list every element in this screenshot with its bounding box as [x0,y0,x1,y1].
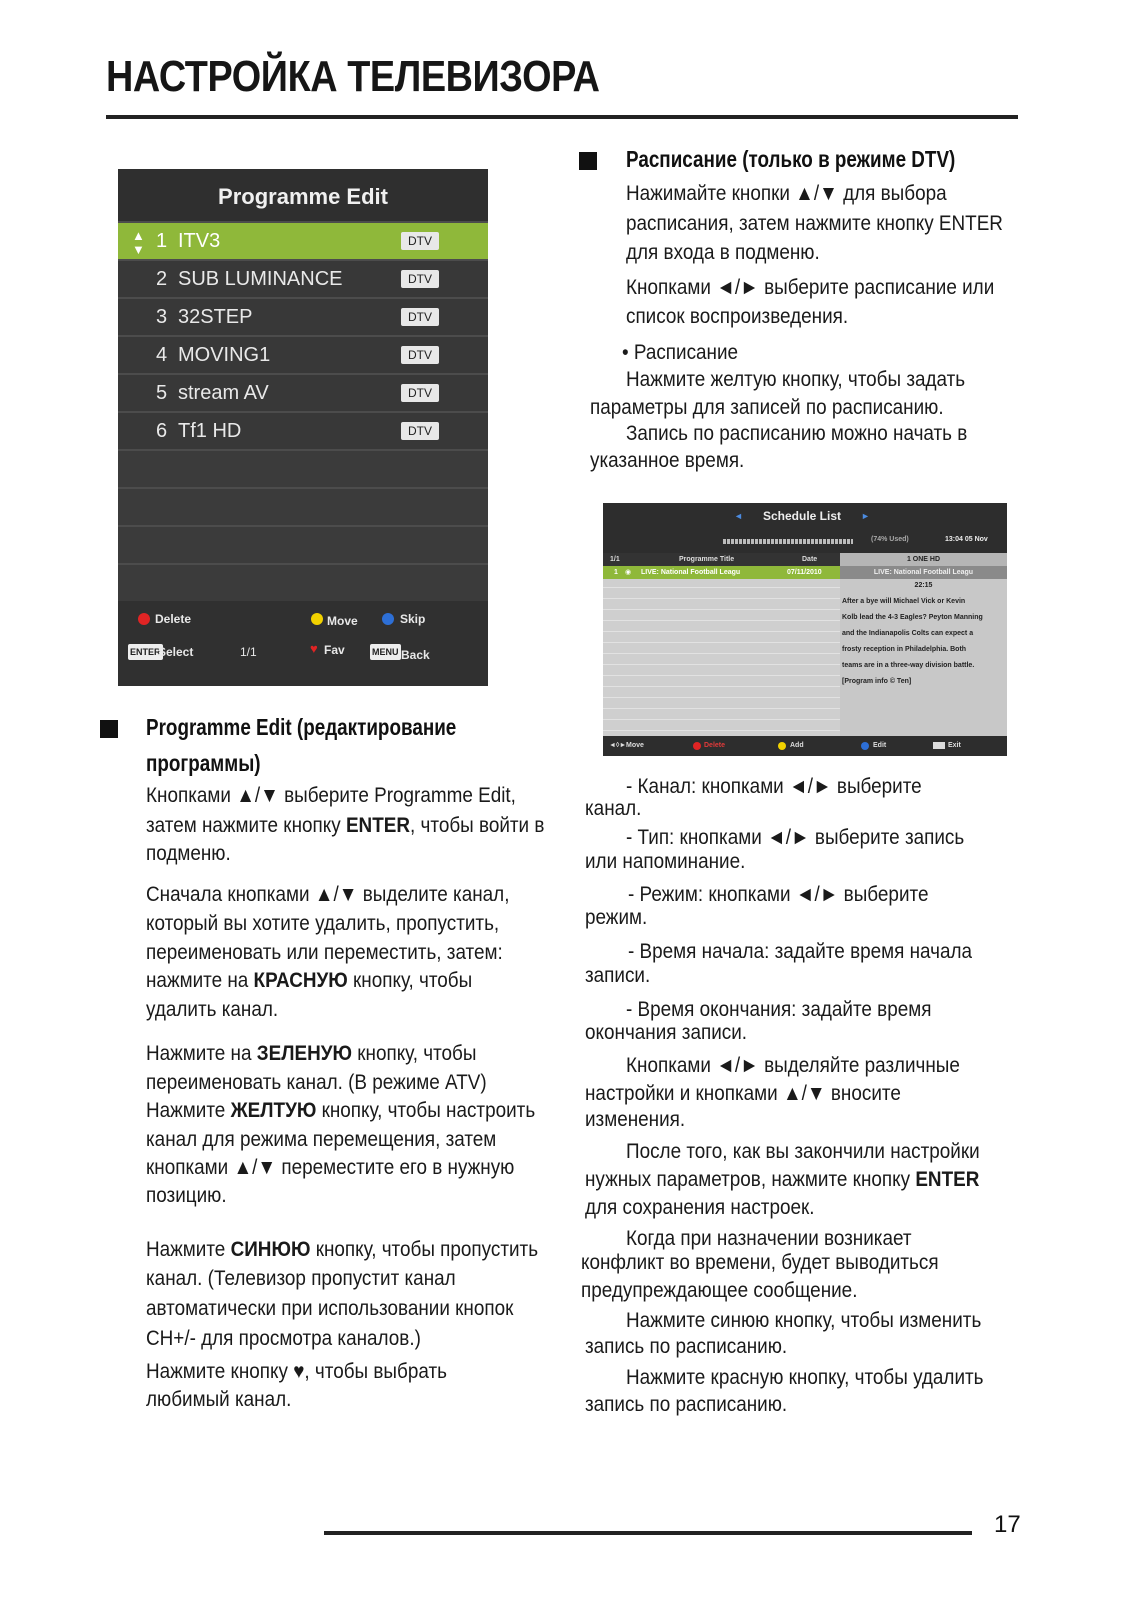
empty-row [118,563,488,601]
text-line: Нажмите кнопку ♥, чтобы выбрать [146,1360,447,1383]
column-date: Date [802,556,818,563]
nav-right-arrow-icon[interactable]: ► [861,511,870,521]
text-line: - Канал: кнопками ◄/► выберите [626,775,922,798]
text-line: запись по расписанию. [585,1393,788,1416]
text-line: или напоминание. [585,850,746,873]
schedule-list-footer [603,736,1007,756]
info-line: After a bye will Michael Vick or Kevin [842,598,966,605]
text-line: Нажмите желтую кнопку, чтобы задать [626,368,966,391]
column-title: Programme Title [679,556,735,563]
enter-key-icon: ENTER [128,644,163,660]
row-title: LIVE: National Football Leagu [641,569,741,576]
info-line: [Program info © Ten] [842,678,912,685]
schedule-heading: Расписание (только в режиме DTV) [626,146,956,172]
red-button-icon [693,742,701,750]
skip-label: Skip [400,612,426,626]
text-line: Нажмите на ЗЕЛЕНУЮ кнопку, чтобы [146,1042,477,1065]
text-line: - Время начала: задайте время начала [628,940,973,963]
channel-type-badge: DTV [401,270,439,288]
channel-name: stream AV [178,382,269,404]
channel-type-badge: DTV [401,346,439,364]
page-title: НАСТРОЙКА ТЕЛЕВИЗОРА [106,52,600,101]
delete-label: Delete [155,612,192,626]
row-number: 1 [614,569,618,576]
text-line: подменю. [146,842,231,865]
footer-delete: Delete [704,742,726,749]
yellow-button-icon [778,742,786,750]
text-line: Запись по расписанию можно начать в [626,422,968,445]
channel-type-badge: DTV [401,308,439,326]
channel-number: 1 [156,230,168,252]
text-line: Сначала кнопками ▲/▼ выделите канал, [146,883,510,906]
blue-button-icon [861,742,869,750]
text-line: окончания записи. [585,1021,748,1044]
blue-button-icon [382,613,394,625]
info-line: Kolb lead the 4-3 Eagles? Peyton Manning [842,614,983,621]
text-line: предупреждающее сообщение. [581,1279,858,1302]
text-line: канал. (Телевизор пропустит канал [146,1267,456,1290]
channel-row[interactable] [118,259,488,297]
clock-readout: 13:04 05 Nov [945,536,988,543]
channel-number: 5 [156,382,168,404]
move-label: Move [327,614,358,628]
text-line: позицию. [146,1184,227,1207]
text-line: любимый канал. [146,1388,292,1411]
text-line: Нажмите ЖЕЛТУЮ кнопку, чтобы настроить [146,1099,536,1122]
text-line: конфликт во времени, будет выводиться [581,1251,939,1274]
text-line: Нажмите синюю кнопку, чтобы изменить [626,1309,982,1332]
nav-left-arrow-icon[interactable]: ◄ [734,511,743,521]
page-indicator: 1/1 [240,645,257,659]
text-line: Когда при назначении возникает [626,1227,912,1250]
text-line: Кнопками ◄/► выделяйте различные [626,1054,960,1077]
empty-row [118,487,488,525]
footer-move: Move [626,742,644,749]
text-line: нажмите на КРАСНУЮ кнопку, чтобы [146,969,473,992]
text-line: затем нажмите кнопку ENTER, чтобы войти в [146,814,545,837]
channel-row[interactable] [118,297,488,335]
column-index: 1/1 [610,556,620,563]
yellow-button-icon [311,613,323,625]
info-channel: 1 ONE HD [840,553,1007,566]
clock-icon: ◉ [625,569,632,576]
programme-info-panel [840,553,1007,736]
programme-edit-screen [118,169,488,686]
channel-row[interactable] [118,411,488,449]
channel-name: 32STEP [178,306,253,328]
schedule-list-header: Schedule List [763,509,842,523]
text-line: • Расписание [622,341,739,364]
text-line: канал для режима перемещения, затем [146,1128,497,1151]
text-line: Кнопками ◄/► выберите расписание или [626,276,995,299]
text-line: который вы хотите удалить, пропустить, [146,912,500,935]
select-label: Select [158,645,194,659]
channel-type-badge: DTV [401,232,439,250]
channel-name: Tf1 HD [178,420,242,442]
text-line: нужных параметров, нажмите кнопку ENTER [585,1168,980,1191]
empty-row [118,449,488,487]
text-line: указанное время. [590,449,745,472]
section-bullet-icon [100,720,118,738]
footer-edit: Edit [873,742,887,749]
text-line: режим. [585,906,648,929]
footer-divider [324,1531,972,1535]
text-line: автоматически при использовании кнопок [146,1297,514,1320]
info-line: and the Indianapolis Colts can expect a [842,630,974,637]
info-line: teams are in a three-way division battle. [842,662,975,669]
text-line: список воспроизведения. [626,305,849,328]
back-label: Back [401,648,430,662]
channel-row[interactable] [118,373,488,411]
text-line: переименовать канал. (В режиме ATV) [146,1071,487,1094]
row-date: 07/11/2010 [787,569,822,576]
channel-name: ITV3 [178,230,221,252]
schedule-list-screen [603,503,1007,756]
text-line: удалить канал. [146,998,279,1021]
text-line: После того, как вы закончили настройки [626,1140,980,1163]
text-line: канал. [585,797,642,820]
text-line: параметры для записей по расписанию. [590,396,944,419]
storage-usage-bar [723,539,853,544]
schedule-list-top [603,503,1007,553]
text-line: для входа в подменю. [626,241,820,264]
channel-number: 3 [156,306,168,328]
schedule-row[interactable] [603,566,840,579]
move-arrows-icon: ◄◊► [609,742,627,749]
text-line: запись по расписанию. [585,1335,788,1358]
programme-edit-header: Programme Edit [118,169,488,223]
red-button-icon [138,613,150,625]
info-time: 22:15 [914,582,933,589]
section-bullet-icon [579,152,597,170]
schedule-grid [603,566,840,736]
text-line: CH+/- для просмотра каналов.) [146,1327,421,1350]
text-line: - Тип: кнопками ◄/► выберите запись [626,826,965,849]
footer-exit: Exit [948,742,961,749]
exit-key-icon [933,742,945,749]
empty-row [118,525,488,563]
text-line: Кнопками ▲/▼ выберите Programme Edit, [146,784,516,807]
text-line: расписания, затем нажмите кнопку ENTER [626,212,1003,235]
programme-edit-heading-cont: программы) [146,750,261,776]
channel-type-badge: DTV [401,422,439,440]
info-line: frosty reception in Philadelphia. Both [842,646,967,653]
channel-name: SUB LUMINANCE [178,268,343,290]
programme-edit-footer [118,601,488,686]
heart-icon: ♥ [310,641,318,656]
title-divider [106,115,1018,119]
channel-row[interactable] [118,221,488,259]
page-number: 17 [994,1511,1021,1538]
storage-usage-text: (74% Used) [871,536,909,543]
programme-edit-heading: Programme Edit (редактирование [146,714,457,740]
channel-number: 2 [156,268,168,290]
text-line: - Время окончания: задайте время [626,998,932,1021]
text-line: настройки и кнопками ▲/▼ вносите [585,1082,901,1105]
menu-key-icon: MENU [370,644,401,660]
channel-number: 6 [156,420,168,442]
footer-add: Add [790,742,804,749]
text-line: Нажмите СИНЮЮ кнопку, чтобы пропустить [146,1238,539,1261]
channel-row[interactable] [118,335,488,373]
text-line: записи. [585,964,651,987]
text-line: для сохранения настроек. [585,1196,815,1219]
channel-name: MOVING1 [178,344,271,366]
text-line: изменения. [585,1108,686,1131]
info-programme: LIVE: National Football Leagu [840,566,1007,579]
text-line: кнопками ▲/▼ переместите его в нужную [146,1156,515,1179]
text-line: - Режим: кнопками ◄/► выберите [628,883,929,906]
fav-label: Fav [324,643,345,657]
channel-number: 4 [156,344,168,366]
text-line: Нажмите красную кнопку, чтобы удалить [626,1366,984,1389]
up-down-arrows-icon: ▲ ▼ [132,228,145,257]
channel-type-badge: DTV [401,384,439,402]
text-line: Нажимайте кнопки ▲/▼ для выбора [626,182,947,205]
text-line: переименовать или переместить, затем: [146,941,503,964]
